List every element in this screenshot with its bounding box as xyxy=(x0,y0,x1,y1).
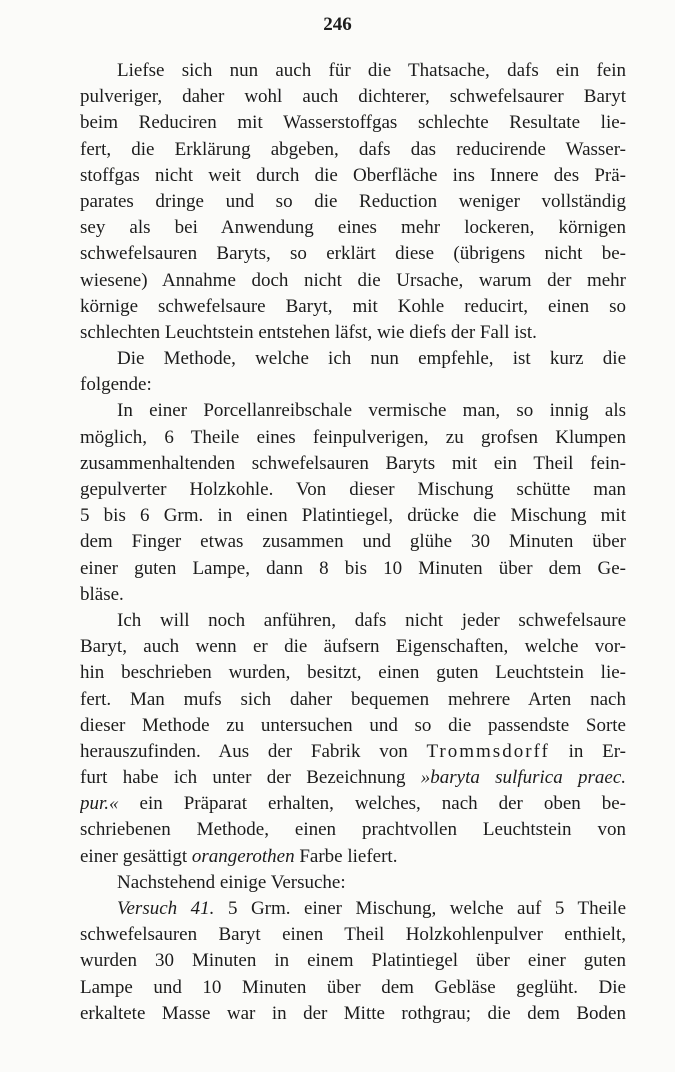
text-line: schriebenen Methode, einen prachtvollen Leuchtstein von xyxy=(80,819,626,841)
text-line: dieser Methode zu untersuchen und so die passendste Sorte xyxy=(80,714,626,736)
text-line: Die Methode, welche ich nun empfehle, ist kurz die xyxy=(117,348,626,370)
text-line xyxy=(80,791,626,817)
text-line: gepulverter Holzkohle. Von dieser Mischung schütte man xyxy=(80,479,626,500)
author-name: Trommsdorff xyxy=(426,740,550,762)
text-line: In einer Porcellanreibschale vermische man, so innig als xyxy=(117,400,626,422)
text-line: folgende: xyxy=(80,374,152,396)
text-line: schwefelsauren Baryt einen Theil Holzkohlenpulver enthielt, xyxy=(80,924,626,946)
text-line: zusammenhaltenden schwefelsauren Baryts mit ein Theil fein- xyxy=(80,452,626,474)
text-span: ein Präparat erhalten, welches, nach der oben be- xyxy=(139,793,626,815)
text-line: Lampe und 10 Minuten über dem Gebläse geglüht. Die xyxy=(80,976,626,998)
text-line: wurden 30 Minuten in einem Platintiegel über einer guten xyxy=(80,950,626,972)
text-line: 5 bis 6 Grm. in einen Platintiegel, drücke die Mischung mit xyxy=(80,505,626,527)
text-span: in Er- xyxy=(568,740,626,762)
text-line: Ich will noch anführen, dafs nicht jeder schwefelsaure xyxy=(117,609,626,631)
text-line: parates dringe und so die Reduction weniger vollständig xyxy=(80,190,626,212)
text-line: Baryt, auch wenn er die äufsern Eigenschaften, welche vor- xyxy=(80,636,626,658)
text-line: körnige schwefelsaure Baryt, mit Kohle reducirt, einen so xyxy=(80,295,626,317)
text-line: hin beschrieben wurden, besitzt, einen guten Leuchtstein lie- xyxy=(80,662,626,684)
page-number: 246 xyxy=(323,14,352,35)
text-line: möglich, 6 Theile eines feinpulverigen, zu grofsen Klumpen xyxy=(80,426,626,448)
text-span: Farbe liefert. xyxy=(299,845,398,867)
text-line: wiesene) Annahme doch nicht die Ursache, warum der mehr xyxy=(80,269,626,291)
text-line: Liefse sich nun auch für die Thatsache, dafs ein fein xyxy=(117,60,626,81)
text-line: stoffgas nicht weit durch die Oberfläche ins Innere des Prä- xyxy=(80,164,626,186)
body-text xyxy=(80,58,626,1027)
text-span: herauszufinden. Aus der Fabrik von xyxy=(80,740,408,762)
text-line xyxy=(80,765,626,791)
italic-term: »baryta sulfurica praec. xyxy=(420,767,626,789)
text-line: schwefelsauren Baryts, so erklärt diese (übrigens nicht be- xyxy=(80,243,626,265)
text-span: furt habe ich unter der Bezeichnung xyxy=(80,767,406,789)
text-span: einer gesättigt xyxy=(80,845,188,867)
text-line: Nachstehend einige Versuche: xyxy=(117,871,346,893)
experiment-label: Versuch 41. xyxy=(117,898,215,919)
text-line: schlechten Leuchtstein entstehen läfst, wie diefs der Fall ist. xyxy=(80,321,537,343)
text-line: erkaltete Masse war in der Mitte rothgrau; die dem Boden xyxy=(80,1002,626,1024)
italic-term: pur.« xyxy=(80,793,119,815)
text-line xyxy=(80,739,626,765)
text-line: fert. Man mufs sich daher bequemen mehrere Arten nach xyxy=(80,688,626,710)
text-line: dem Finger etwas zusammen und glühe 30 Minuten über xyxy=(80,531,626,553)
text-line: beim Reduciren mit Wasserstoffgas schlechte Resultate lie- xyxy=(80,112,626,134)
italic-term: orangerothen xyxy=(191,845,295,867)
text-span: 5 Grm. einer Mischung, welche auf 5 Theile xyxy=(227,898,626,919)
text-line: fert, die Erklärung abgeben, dafs das reducirende Wasser- xyxy=(80,138,626,160)
text-line xyxy=(80,896,626,922)
text-line: sey als bei Anwendung eines mehr lockeren, körnigen xyxy=(80,217,626,239)
text-line: bläse. xyxy=(80,583,124,605)
text-line: pulveriger, daher wohl auch dichterer, schwefelsaurer Baryt xyxy=(80,86,626,108)
text-line: einer guten Lampe, dann 8 bis 10 Minuten über dem Ge- xyxy=(80,557,626,579)
text-line xyxy=(80,844,626,870)
